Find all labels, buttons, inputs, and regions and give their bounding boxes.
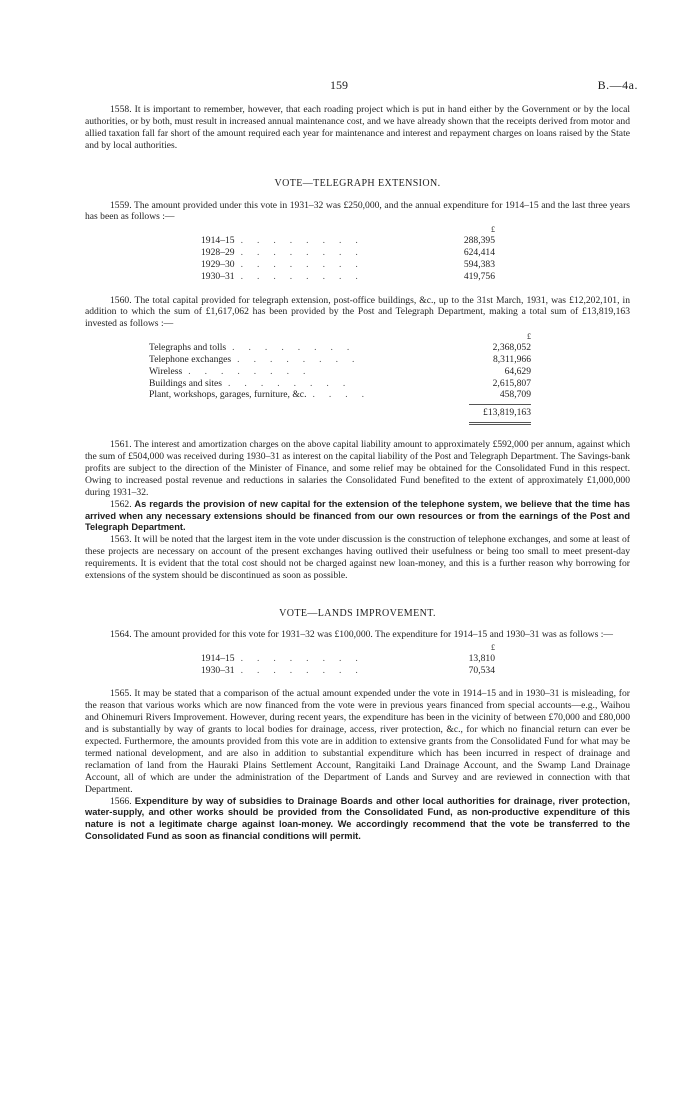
- paragraph-1563: 1563. It will be noted that the largest item in the vote under discussion is the construction of telephone exchanges, and some at least of these projects are necessary on account of the present exchanges having outlived their usefulness or being too small to meet present-day requirements. It is evident that the total cost should not be charged against new loan-money, and this is a further reason why borrowing for extensions of the system should be discontinued as soon as possible.: [85, 534, 630, 582]
- table-row: Telegraphs and tolls ........ 2,368,052: [149, 342, 531, 354]
- table-row: 1914–15 ........ 288,395: [201, 235, 495, 247]
- table-telegraph-expenditure: [201, 225, 495, 282]
- currency-symbol: £: [491, 642, 495, 652]
- double-rule: [469, 422, 531, 425]
- table-row: Plant, workshops, garages, furniture, &c. .... 458,709: [149, 389, 531, 401]
- paragraph-1566: [85, 796, 630, 844]
- table-row: Telephone exchanges ........ 8,311,966: [149, 354, 531, 366]
- paragraph-1564: 1564. The amount provided for this vote for 1931–32 was £100,000. The expenditure for 1914–15 and 1930–31 was as follows :—: [110, 628, 613, 640]
- page-number: 159: [330, 78, 348, 92]
- bold-recommendation: Expenditure by way of subsidies to Drainage Boards and other local authorities for drainage, river protection, water-supply, and other works should be provided from the Consolidated Fund, as non-productive expenditure of this nature is not a legitimate charge against loan-money. We accordingly recommend that the vote be transferred to the Consolidated Fund as soon as financial conditions will permit.: [85, 795, 630, 842]
- paragraph-1560: 1560. The total capital provided for telegraph extension, post-office buildings, &c., up to the 31st March, 1931, was £12,202,101, in addition to which the sum of £1,617,062 has been provided by the Post and Telegraph Department, making a total sum of £13,819,163 invested as follows :—: [85, 294, 630, 330]
- paragraph-1562: [85, 499, 630, 535]
- table-row: 1914–15 ........ 13,810: [201, 652, 495, 664]
- paragraph-1565: 1565. It may be stated that a comparison of the actual amount expended under the vote in 1914–15 and in 1930–31 is misleading, for the reason that various works which are now financed from the vote were in previous years financed from special accounts—e.g., Waihou and Ohinemuri Rivers Improvement. However, during recent years, the expenditure has been in the vicinity of between £70,000 and £80,000 and is substantially by way of grants to local bodies for drainage, access, river protection, &c., for which no financial return can ever be expected. Furthermore, the amounts provided from this vote are in addition to extensive grants from the Consolidated Fund for what may be termed national development, and are also in addition to substantial expenditure which has been incurred in respect of drainage and reclamation of land from the Hauraki Plains Settlement Account, Rangitaiki Land Drainage Account, and the Swamp Land Drainage Account, all of which are under the administration of the Department of Lands and Survey and are reviewed in connection with that Department.: [85, 688, 630, 795]
- table-row: Wireless ........ 64,629: [149, 365, 531, 377]
- table-row: 1930–31 ........ 70,534: [201, 664, 495, 676]
- paragraph-number: 1562.: [110, 498, 132, 510]
- currency-symbol: £: [491, 225, 495, 235]
- table-row: Buildings and sites ........ 2,615,807: [149, 377, 531, 389]
- heading-telegraph-extension: VOTE—TELEGRAPH EXTENSION.: [274, 177, 441, 189]
- document-page: [85, 70, 638, 843]
- table-row: 1928–29 ........ 624,414: [201, 247, 495, 259]
- table-capital-investment: [149, 332, 531, 425]
- paragraph-1558: 1558. It is important to remember, however, that each roading project which is put in hand either by the Government or by the local authorities, or by both, must result in increased annual maintenance cost, and we have already shown that the receipts derived from motor and allied taxation fall far short of the amount required each year for maintenance and interest and repayment charges on loans raised by the State and by local authorities.: [85, 104, 630, 151]
- bold-recommendation: As regards the provision of new capital for the extension of the telephone system, we believe that the time has arrived when any necessary extensions should be financed from our own resources or from the earnings of the Post and Telegraph Department.: [85, 498, 630, 533]
- heading-lands-improvement: VOTE—LANDS IMPROVEMENT.: [279, 608, 436, 620]
- table-row: 1929–30 ........ 594,383: [201, 258, 495, 270]
- document-reference: B.—4a.: [597, 78, 638, 92]
- table-lands-expenditure: [201, 643, 495, 677]
- paragraph-1559: 1559. The amount provided under this vote in 1931–32 was £250,000, and the annual expenditure for 1914–15 and the last three years has been as follows :—: [85, 199, 630, 223]
- table-total: £13,819,163: [483, 407, 531, 419]
- currency-symbol: £: [527, 332, 531, 342]
- paragraph-1561: 1561. The interest and amortization charges on the above capital liability amount to approximately £592,000 per annum, against which the sum of £504,000 was received during 1930–31 as interest on the capital liability of the Post and Telegraph Department. The Savings-bank profits are subject to the direction of the Minister of Finance, and some relief may be obtained for the Consolidated Fund in this respect. Owing to increased postal revenue and reductions in salaries the Consolidated Fund benefited to the extent of approximately £1,000,000 during 1931–32.: [85, 439, 630, 498]
- table-row: 1930–31 ........ 419,756: [201, 270, 495, 282]
- paragraph-number: 1566.: [110, 795, 132, 807]
- page-header: [85, 78, 638, 102]
